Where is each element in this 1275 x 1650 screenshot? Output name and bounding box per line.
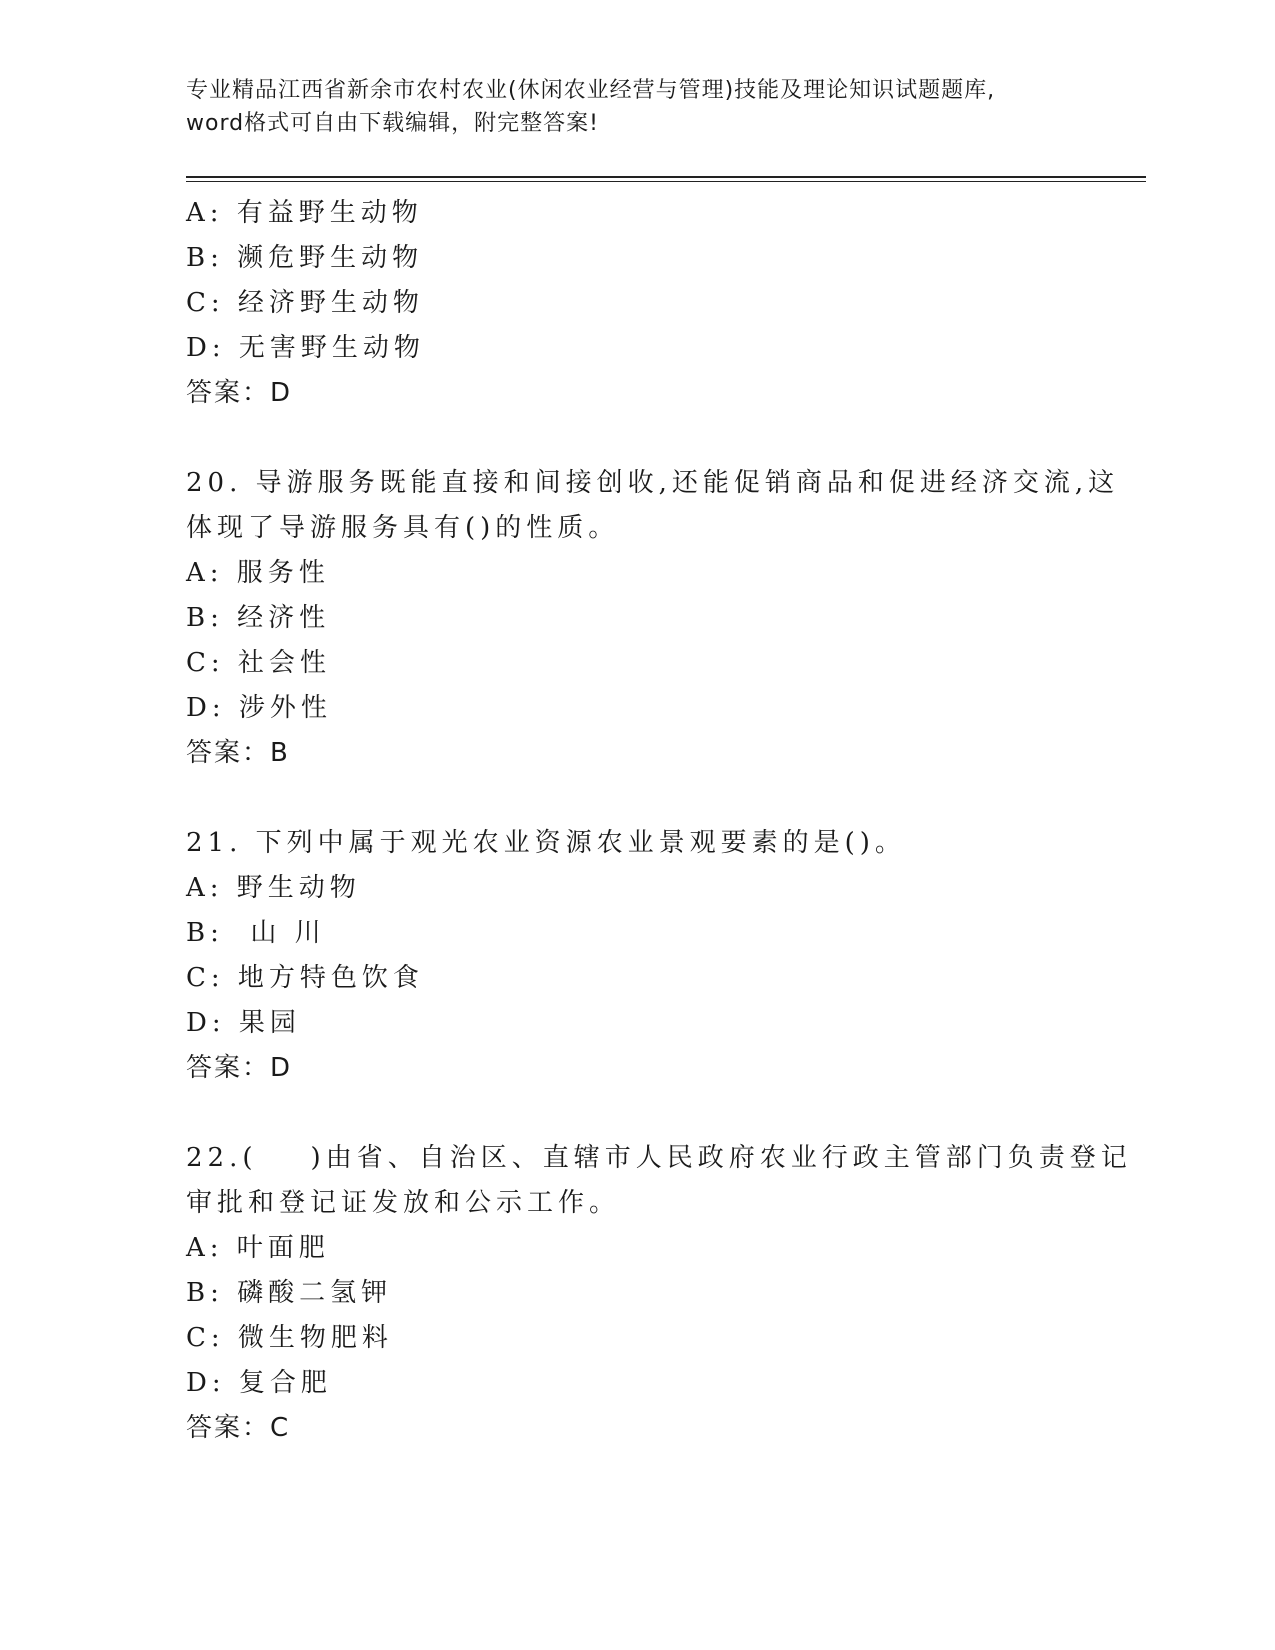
q22-option-c: C: 微生物肥料 [186,1323,393,1353]
q21-stem-line-1: 21. 下列中属于观光农业资源农业景观要素的是()。 [186,828,906,858]
q21-option-d: D: 果园 [186,1008,301,1038]
header-line-2: word格式可自由下载编辑，附完整答案! [186,111,599,136]
q22-option-b: B: 磷酸二氢钾 [186,1278,393,1308]
q22-stem-line-2: 审批和登记证发放和公示工作。 [186,1188,621,1218]
q20-option-c: C: 社会性 [186,648,331,678]
q20-option-d: D: 涉外性 [186,693,332,723]
header-rule-thin [186,181,1146,182]
document-header [186,74,1086,140]
q21-option-a: A: 野生动物 [186,873,361,903]
q20-option-a: A: 服务性 [186,558,330,588]
q21-option-c: C: 地方特色饮食 [186,963,424,993]
q22-option-d: D: 复合肥 [186,1368,332,1398]
q19-option-b: B: 濒危野生动物 [186,243,424,273]
q19-option-d: D: 无害野生动物 [186,333,425,363]
header-line-1: 专业精品江西省新余市农村农业(休闲农业经营与管理)技能及理论知识试题题库, [186,78,996,103]
q22-option-a: A: 叶面肥 [186,1233,330,1263]
q20-stem-line-2: 体现了导游服务具有()的性质。 [186,513,620,543]
q20-answer: 答案：B [186,738,290,768]
q19-option-c: C: 经济野生动物 [186,288,424,318]
q22-answer: 答案：C [186,1413,291,1443]
q22-stem-line-1: 22.( )由省、自治区、直辖市人民政府农业行政主管部门负责登记 [186,1143,1132,1173]
q20-option-b: B: 经济性 [186,603,331,633]
q21-answer: 答案：D [186,1053,293,1083]
q19-answer: 答案：D [186,378,293,408]
header-rule-thick [186,176,1146,178]
q21-option-b: B: 山 川 [186,918,326,948]
q19-option-a: A: 有益野生动物 [186,198,423,228]
q20-stem-line-1: 20. 导游服务既能直接和间接创收,还能促销商品和促进经济交流,这 [186,468,1120,498]
